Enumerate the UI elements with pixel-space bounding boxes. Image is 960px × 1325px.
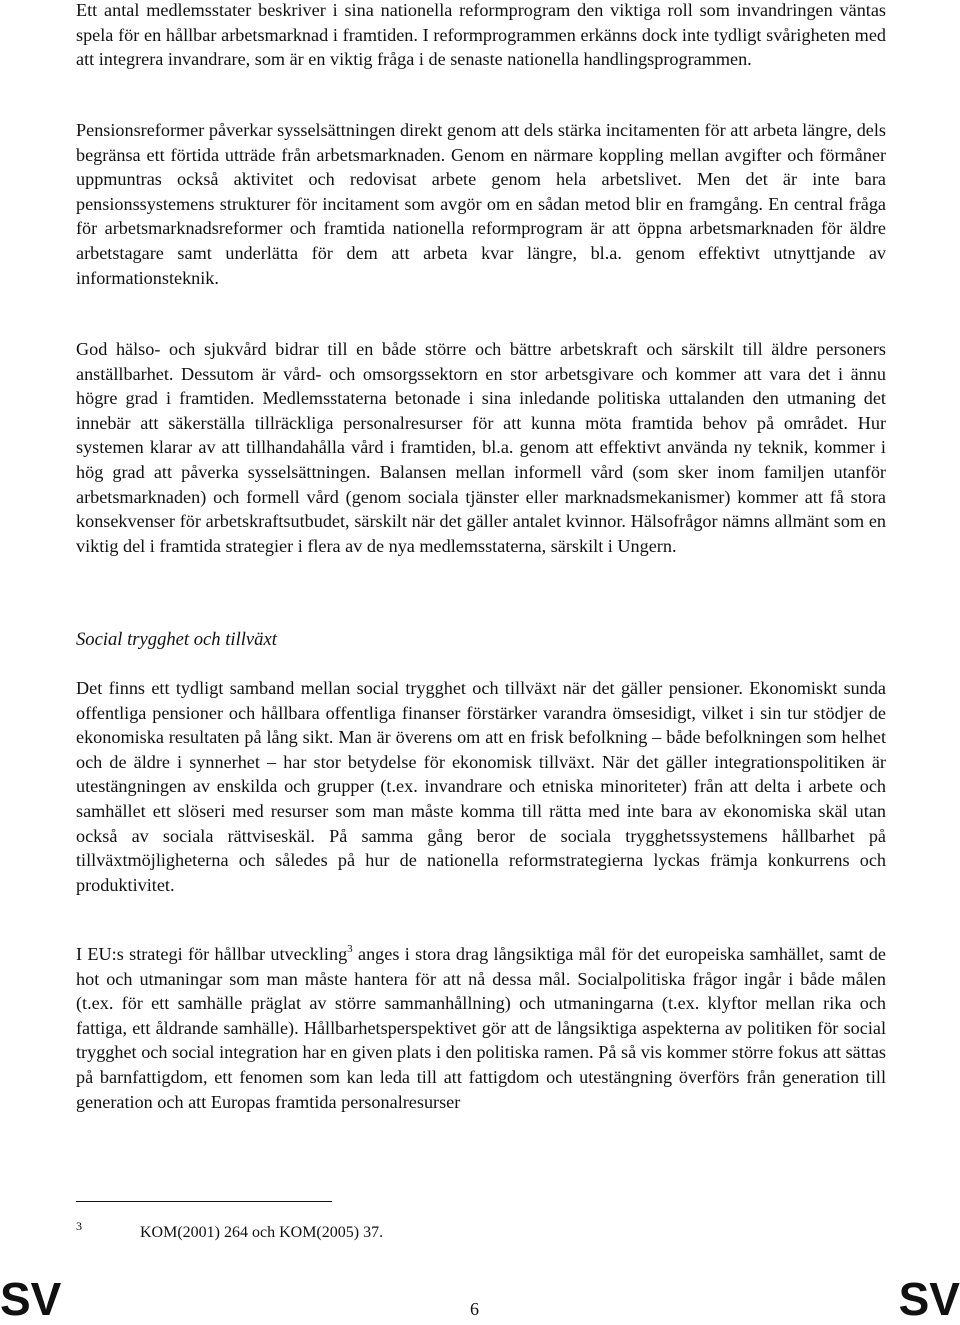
footnote-reference[interactable]: 3 — [347, 942, 353, 955]
footnote-text: KOM(2001) 264 och KOM(2005) 37. — [140, 1224, 384, 1241]
paragraph-text-rest: anges i stora drag långsiktiga mål för det europeiska samhället, samt de hot och utmaningar som man måste hantera för att nå dessa mål. Socialpolitiska frågor ingår i både målen (t.ex. för ett samhälle präglat av större sammanhållning) och utmaningarna (t.ex. klyftor mellan rika och fattiga, ett åldrande samhälle). Hållbarhetsperspektivet gör att de långsiktiga aspekterna av politiken för social trygghet och social integration har en given plats i den politiska ramen. På så vis kommer större fokus att sättas på barnfattigdom, ett fenomen som kan leda till att fattigdom och utestängning överförs från generation till generation och att Europas framtida personalresurser — [76, 944, 886, 1112]
footnote-number: 3 — [76, 1219, 82, 1233]
paragraph-immigration: Ett antal medlemsstater beskriver i sina nationella reformprogram den viktiga roll som invandringen väntas spela för en hållbar arbetsmarknad i framtiden. I reformprogrammen erkänns dock inte tydligt svårigheten med att integrera invandrare, som är en viktig fråga i de senaste nationella handlingsprogrammen. — [76, 0, 886, 70]
language-code-left: SV — [0, 1273, 62, 1325]
paragraph-text-start: I EU:s strategi för hållbar utveckling — [76, 944, 348, 964]
language-code-right: SV — [898, 1273, 960, 1325]
page-number: 6 — [470, 1299, 479, 1319]
section-heading: Social trygghet och tillväxt — [76, 629, 277, 650]
paragraph-health-care: God hälso- och sjukvård bidrar till en både större och bättre arbetskraft och särskilt till äldre personers anställbarhet. Dessutom är vård- och omsorgssektorn en stor arbetsgivare och kommer att vara det i ännu högre grad i framtiden. Medlemsstaterna betonade i sina inledande politiska uttalanden den utmaning det innebär att säkerställa tillräckliga personalresurser för att kunna möta framtida behov på området. Hur systemen klarar av att tillhandahålla vård i framtiden, bl.a. genom att effektivt använda ny teknik, kommer i hög grad att påverka sysselsättningen. Balansen mellan informell vård (som sker inom familjen utanför arbetsmarknaden) och formell vård (genom sociala tjänster eller marknadsmekanismer) kommer att få stora konsekvenser för arbetskraftsutbudet, särskilt när det gäller antalet kvinnor. Hälsofrågor nämns allmänt som en viktig del i framtida strategier i flera av de nya medlemsstaterna, särskilt i Ungern. — [76, 339, 886, 556]
paragraph-sustainable-development — [76, 942, 886, 1114]
footnote-separator — [76, 1201, 332, 1202]
paragraph-pension-reforms: Pensionsreformer påverkar sysselsättningen direkt genom att dels stärka incitamenten för att arbeta längre, dels begränsa ett förtida utträde från arbetsmarknaden. Genom en närmare koppling mellan avgifter och förmåner uppmuntras också aktivitet och redovisat arbete genom hela arbetslivet. Men det är inte bara pensionssystemens strukturer för incitament som avgör om en sådan metod blir en framgång. En central fråga för arbetsmarknadsreformer och framtida nationella reformprogram är att öppna arbetsmarknaden för äldre arbetstagare samt underlätta för dem att arbeta kvar längre, bl.a. genom effektivt utnyttjande av informationsteknik. — [76, 120, 886, 288]
paragraph-social-security-growth: Det finns ett tydligt samband mellan social trygghet och tillväxt när det gäller pensioner. Ekonomiskt sunda offentliga pensioner och hållbara offentliga finanser förstärker varandra ömsesidigt, vilket i sin tur stödjer de ekonomiska resultaten på lång sikt. Man är överens om att en frisk befolkning – både befolkningen som helhet och de äldre i synnerhet – har stor betydelse för ekonomisk tillväxt. När det gäller integrationspolitiken är utestängningen av enskilda och grupper (t.ex. invandrare och etniska minoriteter) från att delta i arbete och samhället ett slöseri med resurser som man måste komma till rätta med inte bara av ekonomiska skäl utan också av sociala rättviseskäl. På samma gång beror de sociala trygghetssystemens hållbarhet på tillväxtmöjligheterna och således på hur de nationella reformstrategierna lyckas främja konkurrens och produktivitet. — [76, 678, 886, 895]
